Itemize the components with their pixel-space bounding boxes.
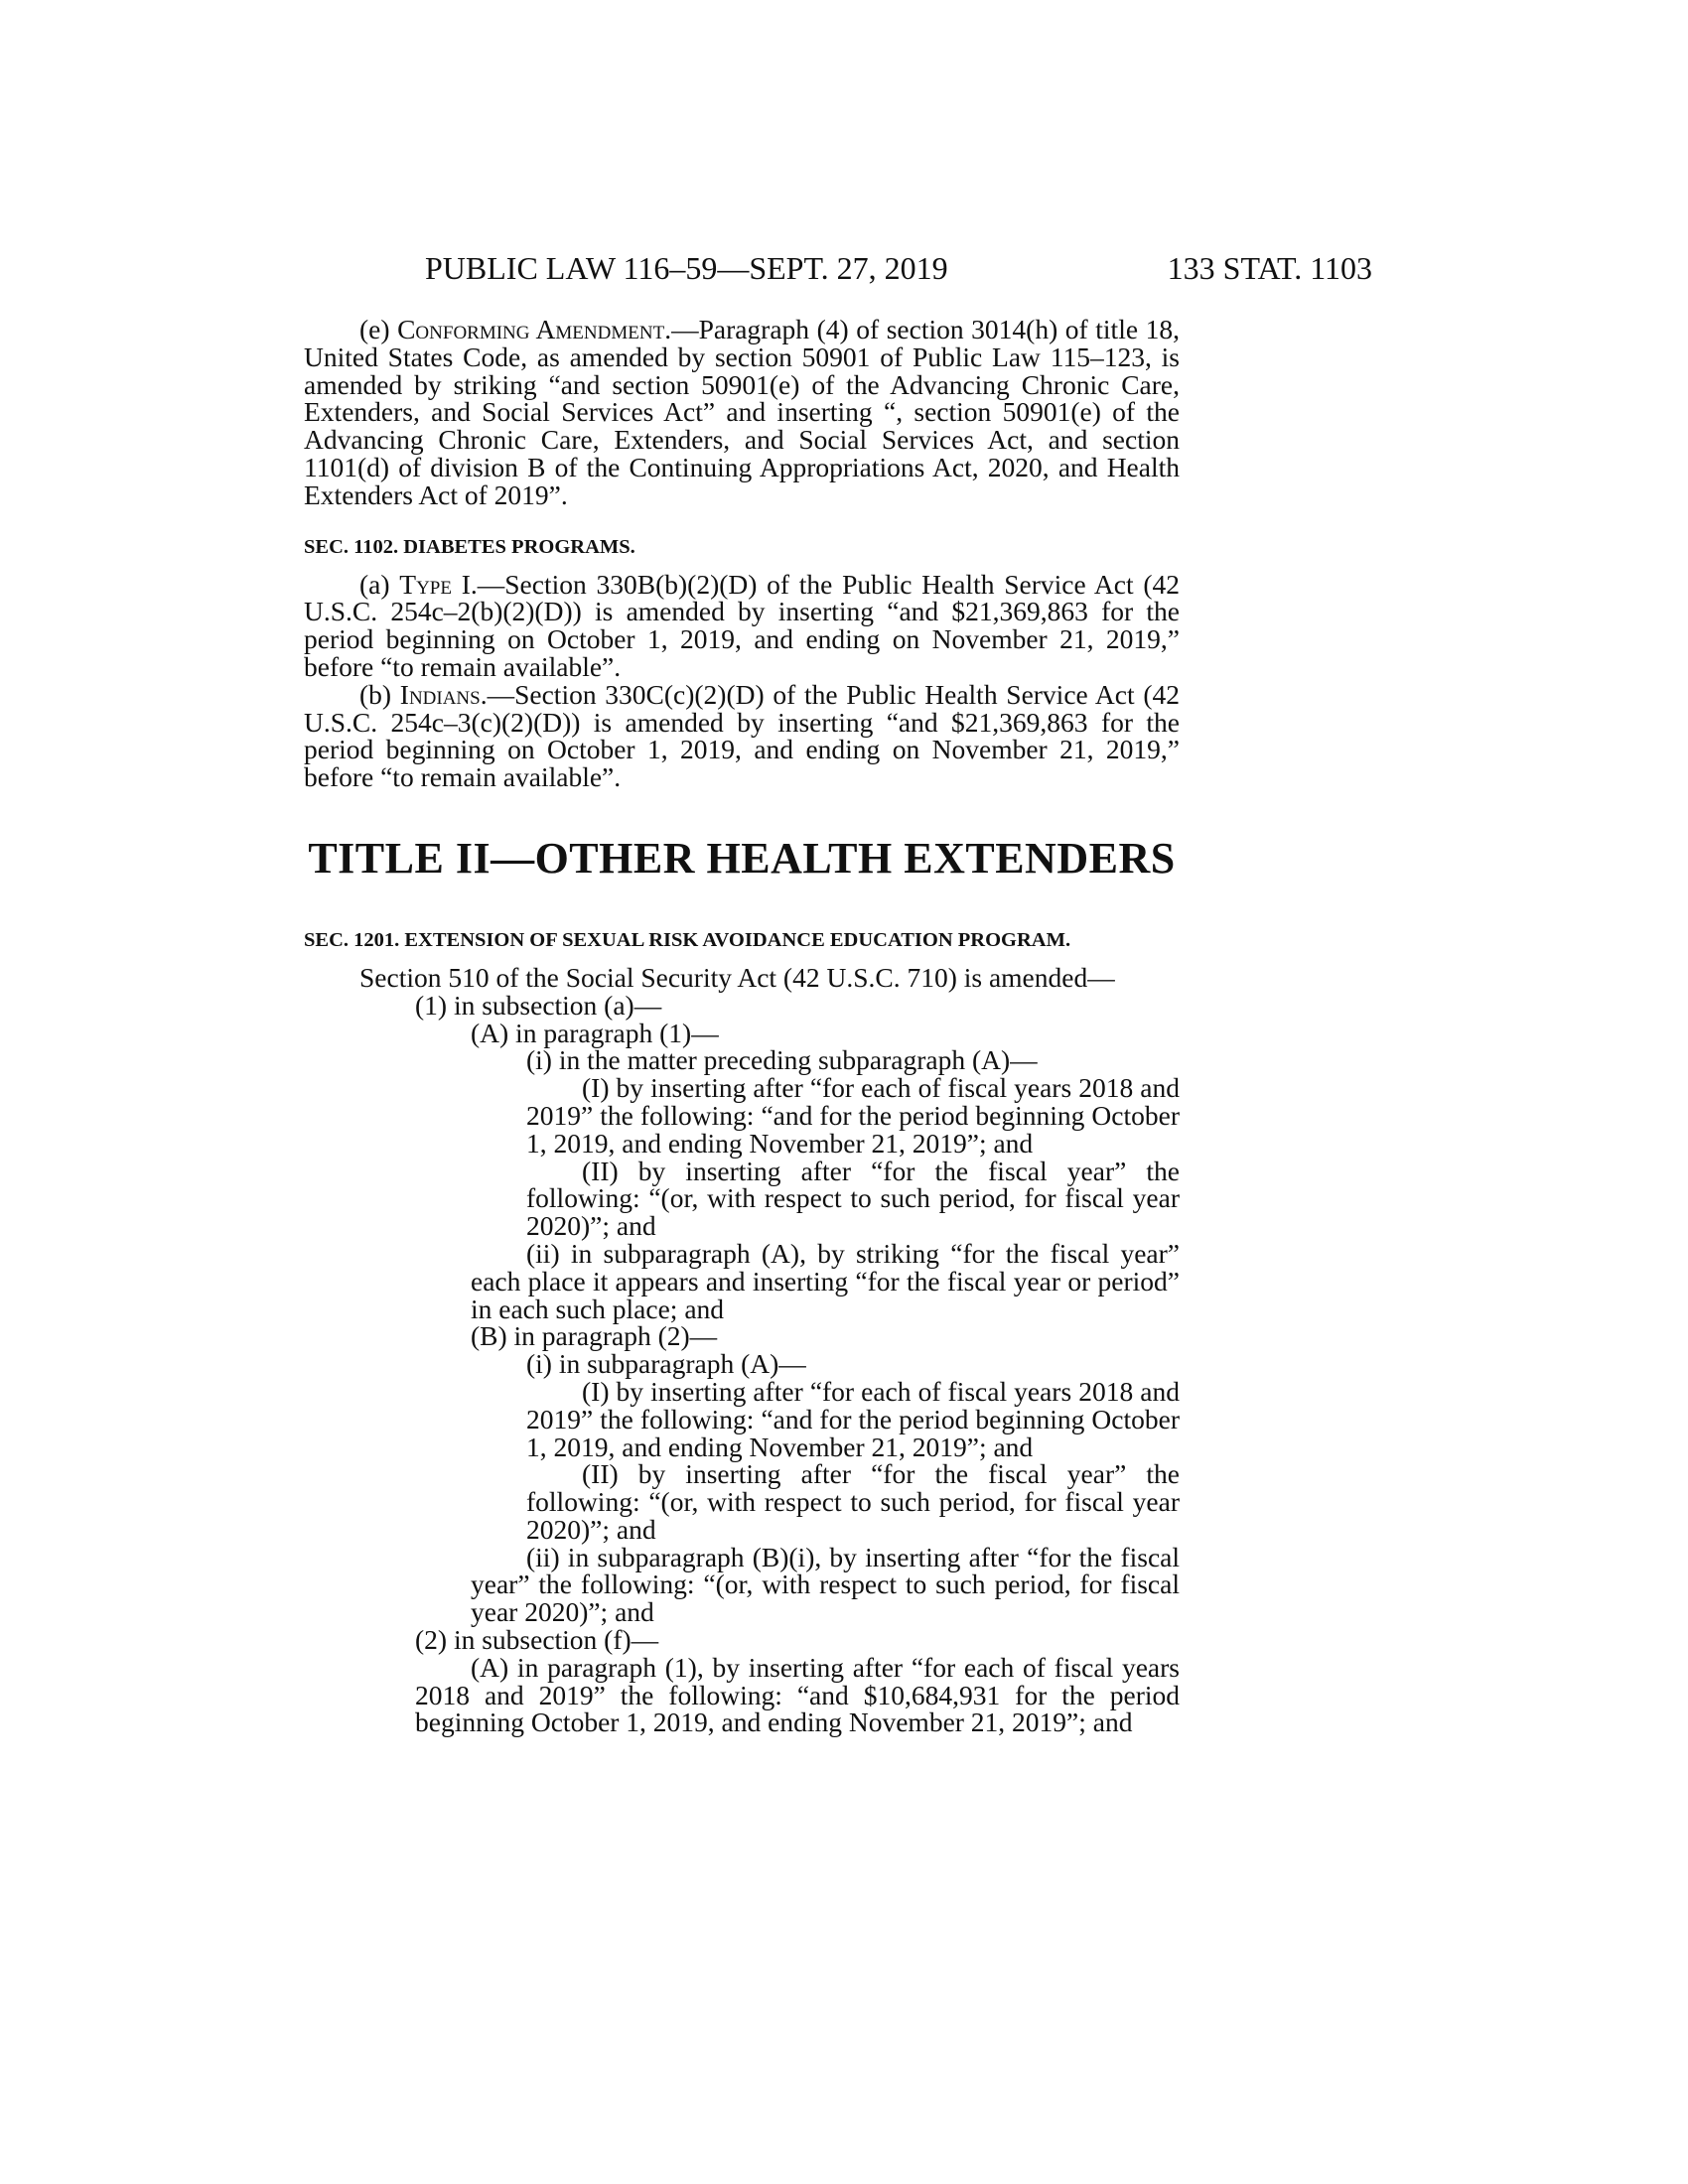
subsection-number: (e) bbox=[359, 314, 398, 344]
subsection-caption: Type I bbox=[399, 568, 471, 600]
subsection-1101-e bbox=[304, 316, 1180, 509]
clause-1-A-i: (i) in the matter preceding subparagraph (A)— bbox=[526, 1044, 1038, 1076]
paragraph-2: (2) in subsection (f)— bbox=[415, 1624, 659, 1656]
subsection-number: (b) bbox=[359, 678, 400, 710]
clause-1-A-ii: (ii) in subparagraph (A), by striking “for the fiscal year” each place it appears and inserting “for the fiscal year or period” in each such place; and bbox=[471, 1237, 1180, 1324]
clause-1-B-i: (i) in subparagraph (A)— bbox=[526, 1348, 806, 1380]
section-heading-1102: SEC. 1102. DIABETES PROGRAMS. bbox=[304, 535, 635, 558]
subclause-1-B-i-I: (I) by inserting after “for each of fiscal years 2018 and 2019” the following: “and for the period beginning October 1, 2019, and ending November 21, 2019”; and bbox=[526, 1375, 1180, 1462]
subsection-text: .—Section 330C(c)(2)(D) of the Public Health Service Act (42 U.S.C. 254c–3(c)(2)(D)) is amended by inserting “and $21,369,863 for the period beginning on October 1, 2019, and ending on November 21, 2019,” before “to remain available”. bbox=[304, 678, 1180, 793]
subclause-1-A-i-II: (II) by inserting after “for the fiscal year” the following: “(or, with respect to such period, for fiscal year 2020)”; and bbox=[526, 1155, 1180, 1242]
subsection-1102-a bbox=[304, 568, 1181, 682]
subsection-1102-b bbox=[304, 678, 1180, 793]
subsection-text: .—Paragraph (4) of section 3014(h) of title 18, United States Code, as amended by section 50901 of Public Law 115–123, is amended by striking “and section 50901(e) of the Advancing Chronic Care, Extenders, and Social Services Act” and inserting “, section 50901(e) of the Advancing Chronic Care, Extenders, and Social Services Act, and section 1101(d) of division B of the Continuing Appropriations Act, 2020, and Health Extenders Act of 2019”. bbox=[304, 314, 1180, 510]
subparagraph-1-A: (A) in paragraph (1)— bbox=[471, 1017, 719, 1048]
clause-1-B-ii: (ii) in subparagraph (B)(i), by inserting after “for the fiscal year” the following: “(or, with respect to such period, for fiscal year 2020)”; and bbox=[471, 1541, 1180, 1628]
subparagraph-2-A: (A) in paragraph (1), by inserting after “for each of fiscal years 2018 and 2019” the following: “and $10,684,931 for the period beginning October 1, 2019, and ending November 21, 2019”; and bbox=[415, 1651, 1180, 1738]
document-body bbox=[304, 316, 1180, 1736]
subclause-1-A-i-I: (I) by inserting after “for each of fiscal years 2018 and 2019” the following: “and for the period beginning October 1, 2019, and ending November 21, 2019”; and bbox=[526, 1072, 1180, 1159]
title-heading: TITLE II—OTHER HEALTH EXTENDERS bbox=[308, 833, 1176, 883]
subsection-caption: Conforming Amendment bbox=[397, 314, 665, 344]
running-header bbox=[425, 246, 1372, 290]
section-1201-intro: Section 510 of the Social Security Act (42 U.S.C. 710) is amended— bbox=[359, 961, 1115, 993]
subparagraph-1-B: (B) in paragraph (2)— bbox=[471, 1320, 718, 1352]
header-stat-page: 133 STAT. 1103 bbox=[1167, 250, 1372, 286]
subclause-1-B-i-II: (II) by inserting after “for the fiscal year” the following: “(or, with respect to such period, for fiscal year 2020)”; and bbox=[526, 1458, 1180, 1545]
subsection-caption: Indians bbox=[399, 678, 481, 710]
subsection-number: (a) bbox=[359, 568, 400, 600]
paragraph-1: (1) in subsection (a)— bbox=[415, 989, 662, 1021]
subsection-text: .—Section 330B(b)(2)(D) of the Public Health Service Act (42 U.S.C. 254c–2(b)(2)(D)) is amended by inserting “and $21,369,863 for the period beginning on October 1, 2019, and ending on November 21, 2019,” before “to remain available”. bbox=[304, 568, 1181, 682]
section-heading-1201: SEC. 1201. EXTENSION OF SEXUAL RISK AVOIDANCE EDUCATION PROGRAM. bbox=[304, 928, 1071, 951]
header-law-citation: PUBLIC LAW 116–59—SEPT. 27, 2019 bbox=[425, 250, 948, 286]
